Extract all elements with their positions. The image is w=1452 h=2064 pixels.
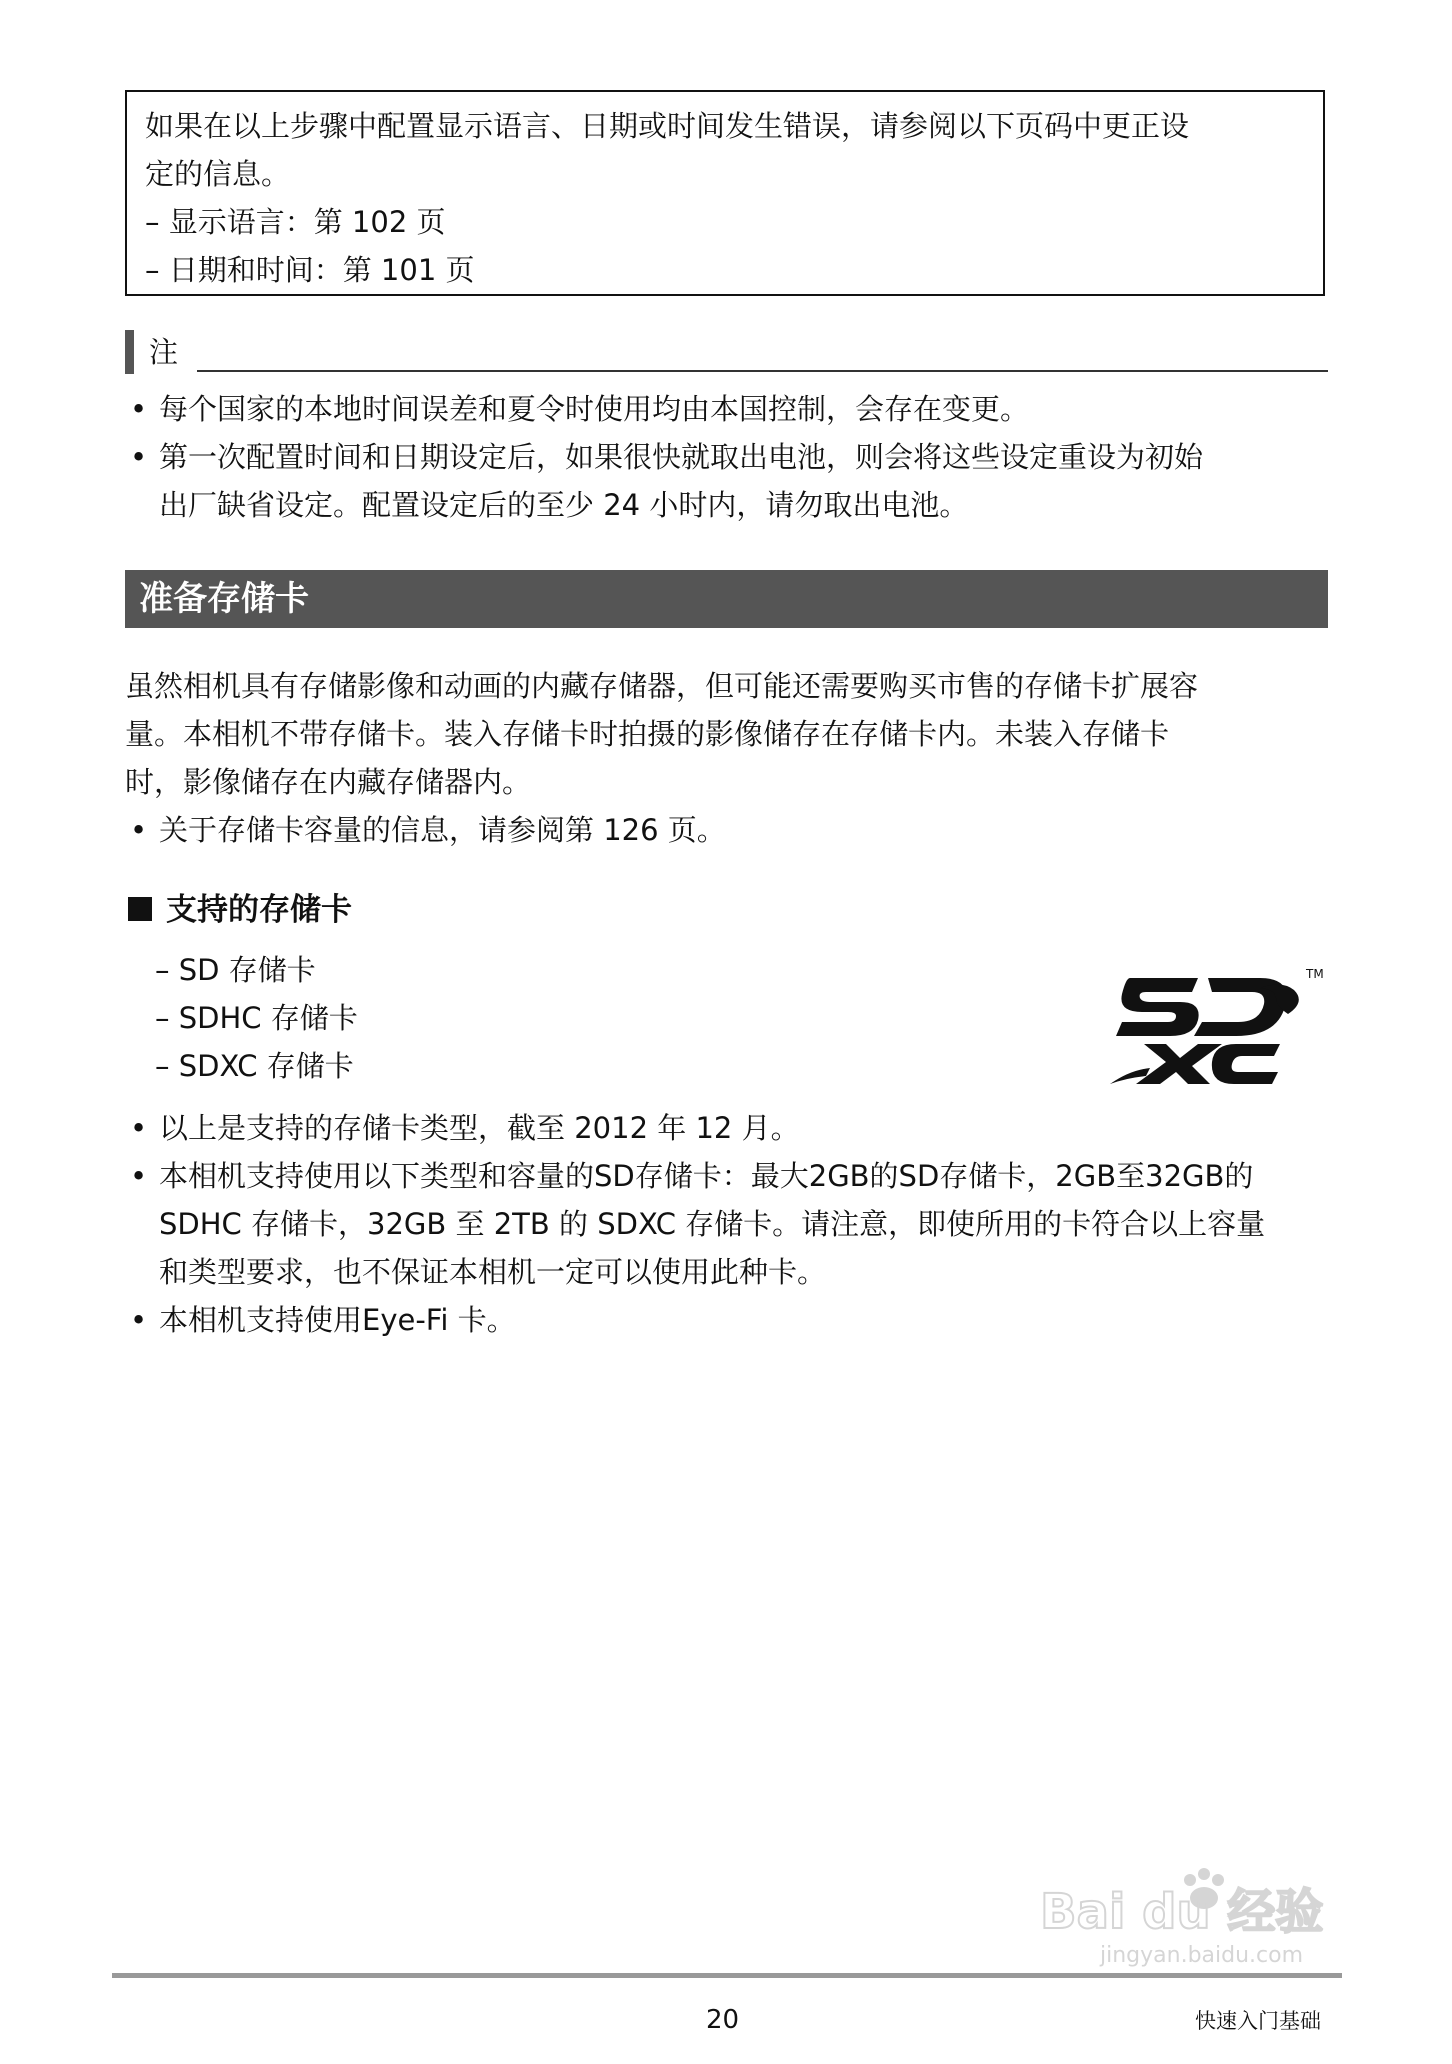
notice-box — [125, 90, 1325, 296]
card-note-text: 本相机支持使用以下类型和容量的SD存储卡：最大2GB的SD存储卡，2GB至32GB的 — [159, 1159, 1254, 1193]
note-marker — [125, 330, 134, 374]
section-title: 准备存储卡 — [125, 570, 1328, 628]
baidu-watermark-icon — [1040, 1858, 1340, 1968]
bullet-dot: • — [130, 813, 148, 847]
page-number: 20 — [706, 2005, 740, 2035]
capacity-bullet-text: 关于存储卡容量的信息，请参阅第 126 页。 — [159, 813, 726, 847]
card-item-sdhc: – SDHC 存储卡 — [155, 1001, 358, 1035]
sdxc-logo-icon — [1110, 958, 1330, 1086]
card-note-text: 和类型要求，也不保证本相机一定可以使用此种卡。 — [159, 1255, 827, 1289]
notice-line-2: 定的信息。 — [145, 157, 291, 191]
notice-line-1: 如果在以上步骤中配置显示语言、日期或时间发生错误，请参阅以下页码中更正设 — [145, 109, 1190, 143]
paragraph-line: 量。本相机不带存储卡。装入存储卡时拍摄的影像储存在存储卡内。未装入存储卡 — [125, 717, 1170, 751]
note-heading — [125, 330, 1328, 374]
paragraph-line: 时，影像储存在内藏存储器内。 — [125, 765, 532, 799]
footer-section-label: 快速入门基础 — [1195, 2009, 1321, 2033]
card-item-sd: – SD 存储卡 — [155, 953, 316, 987]
footer-rule — [112, 1973, 1342, 1978]
note-bullet-text: 每个国家的本地时间误差和夏令时使用均由本国控制，会存在变更。 — [159, 392, 1030, 426]
note-label: 注 — [149, 335, 179, 369]
watermark-url: jingyan.baidu.com — [1100, 1943, 1304, 1968]
supported-cards-heading — [128, 886, 352, 934]
bullet-dot: • — [130, 1111, 148, 1145]
bullet-dot: • — [130, 1159, 148, 1193]
card-item-sdxc: – SDXC 存储卡 — [155, 1049, 354, 1083]
paragraph-line: 虽然相机具有存储影像和动画的内藏存储器，但可能还需要购买市售的存储卡扩展容 — [125, 669, 1199, 703]
note-rule — [197, 370, 1328, 372]
bullet-dot: • — [130, 392, 148, 426]
bullet-dot: • — [130, 1303, 148, 1337]
notice-item-datetime: – 日期和时间：第 101 页 — [145, 253, 475, 287]
watermark-brand: Bai du 经验 — [1040, 1884, 1324, 1940]
card-note-text: 以上是支持的存储卡类型，截至 2012 年 12 月。 — [159, 1111, 800, 1145]
square-bullet-icon — [128, 897, 152, 921]
card-note-text: 本相机支持使用Eye-Fi 卡。 — [159, 1303, 516, 1337]
supported-cards-heading-text: 支持的存储卡 — [166, 892, 352, 928]
section-paragraph — [125, 662, 1335, 806]
bullet-dot: • — [130, 440, 148, 474]
logo-trademark: TM — [1306, 967, 1324, 981]
note-bullet-text: 出厂缺省设定。配置设定后的至少 24 小时内，请勿取出电池。 — [159, 488, 969, 522]
notice-item-language: – 显示语言：第 102 页 — [145, 205, 446, 239]
card-note-text: SDHC 存储卡，32GB 至 2TB 的 SDXC 存储卡。请注意，即使所用的卡符合以上容量 — [159, 1207, 1266, 1241]
note-bullet-text: 第一次配置时间和日期设定后，如果很快就取出电池，则会将这些设定重设为初始 — [159, 440, 1204, 474]
